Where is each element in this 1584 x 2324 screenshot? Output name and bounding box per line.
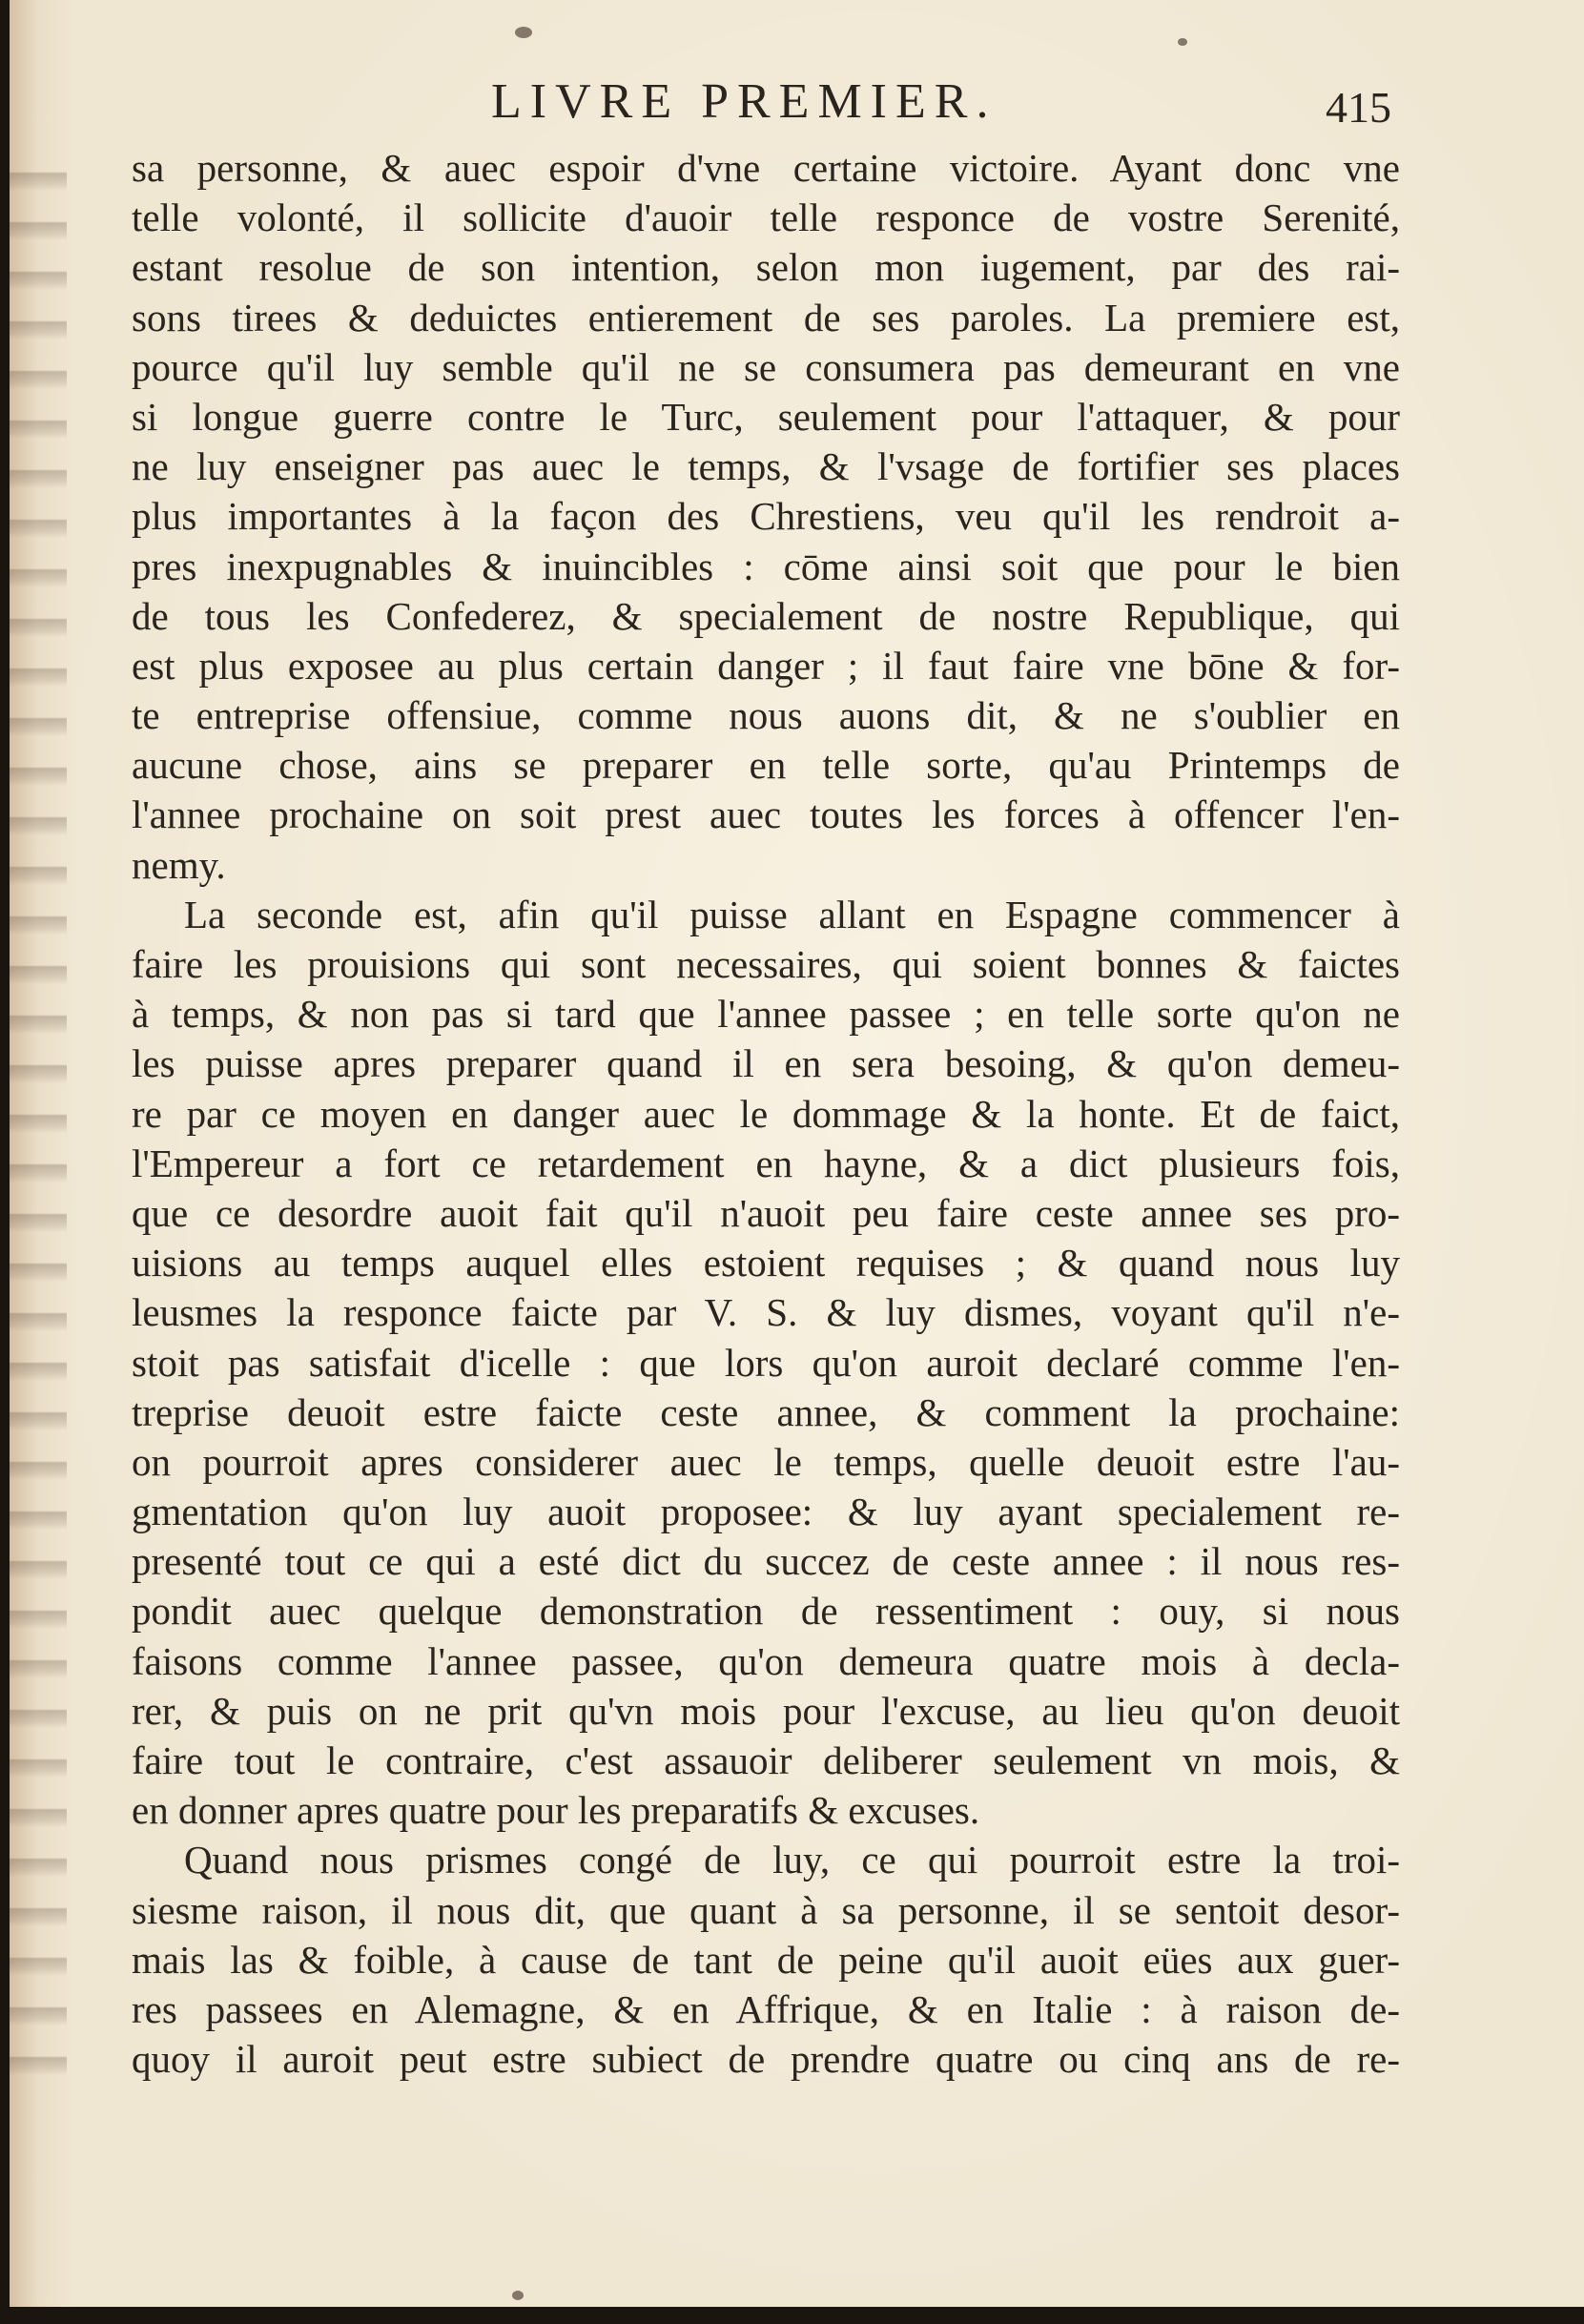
text-line: treprise deuoit estre faicte ceste annee, & comment la prochaine: — [132, 1389, 1400, 1434]
scan-edge — [10, 2307, 1584, 2324]
page-number: 415 — [1326, 83, 1391, 132]
text-line: quoy il auroit peut estre subiect de prendre quatre ou cinq ans de re- — [132, 2037, 1400, 2082]
text-line: pondit auec quelque demonstration de ressentiment : ouy, si nous — [132, 1589, 1400, 1634]
text-line: plus importantes à la façon des Chrestiens, veu qu'il les rendroit a- — [132, 494, 1400, 539]
text-line: Quand nous prismes congé de luy, ce qui pourroit estre la troi- — [184, 1838, 1400, 1882]
ink-blot — [1178, 38, 1187, 46]
text-line: aucune chose, ains se preparer en telle sorte, qu'au Printemps de — [132, 743, 1400, 788]
text-line: leusmes la responce faicte par V. S. & luy dismes, voyant qu'il n'e- — [132, 1290, 1400, 1335]
text-line: de tous les Confederez, & specialement de nostre Republique, qui — [132, 593, 1400, 638]
text-line: uisions au temps auquel elles estoient requises ; & quand nous luy — [132, 1241, 1400, 1285]
ink-blot — [512, 2291, 524, 2300]
text-line: on pourroit apres considerer auec le temps, quelle deuoit estre l'au- — [132, 1439, 1400, 1484]
text-line: nemy. — [132, 842, 226, 887]
page-header — [10, 69, 1584, 135]
paragraph-3 — [132, 1835, 1400, 2084]
text-line: sons tirees & deduictes entierement de ses paroles. La premiere est, — [132, 295, 1400, 339]
text-line: faire les prouisions qui sont necessaires, qui soient bonnes & faictes — [132, 942, 1400, 986]
ink-blot — [515, 27, 532, 38]
text-line: en donner apres quatre pour les preparatifs & excuses. — [132, 1788, 980, 1833]
text-line: mais las & foible, à cause de tant de peine qu'il auoit eües aux guer- — [132, 1937, 1400, 1982]
text-line: si longue guerre contre le Turc, seulement pour l'attaquer, & pour — [132, 394, 1400, 439]
text-line: que ce desordre auoit fait qu'il n'auoit peu faire ceste annee ses pro- — [132, 1190, 1400, 1235]
text-line: gmentation qu'on luy auoit proposee: & luy ayant specialement re- — [132, 1490, 1400, 1534]
text-line: res passees en Alemagne, & en Affrique, & en Italie : à raison de- — [132, 1986, 1400, 2031]
text-line: l'Empereur a fort ce retardement en hayne, & a dict plusieurs fois, — [132, 1141, 1400, 1185]
text-line: pource qu'il luy semble qu'il ne se consumera pas demeurant en vne — [132, 344, 1400, 389]
text-line: stoit pas satisfait d'icelle : que lors qu'on auroit declaré comme l'en- — [132, 1340, 1400, 1385]
text-line: La seconde est, afin qu'il puisse allant en Espagne commencer à — [184, 892, 1400, 936]
text-line: te entreprise offensiue, comme nous auons dit, & ne s'oublier en — [132, 693, 1400, 738]
text-line: est plus exposee au plus certain danger ; il faut faire vne bōne & for- — [132, 643, 1400, 688]
text-line: rer, & puis on ne prit qu'vn mois pour l'excuse, au lieu qu'on deuoit — [132, 1688, 1400, 1733]
text-line: faisons comme l'annee passee, qu'on demeura quatre mois à decla- — [132, 1638, 1400, 1683]
facing-page-bleed — [10, 143, 67, 2098]
text-line: estant resolue de son intention, selon mon iugement, par des rai- — [132, 245, 1400, 290]
paragraph-1 — [132, 143, 1400, 890]
text-line: faire tout le contraire, c'est assauoir deliberer seulement vn mois, & — [132, 1738, 1400, 1782]
text-line: pres inexpugnables & inuincibles : cōme ainsi soit que pour le bien — [132, 544, 1400, 588]
text-line: presenté tout ce qui a esté dict du succez de ceste annee : il nous res- — [132, 1539, 1400, 1584]
text-line: re par ce moyen en danger auec le dommage & la honte. Et de faict, — [132, 1091, 1400, 1136]
text-line: telle volonté, il sollicite d'auoir telle responce de vostre Serenité, — [132, 195, 1400, 240]
text-line: ne luy enseigner pas auec le temps, & l'vsage de fortifier ses places — [132, 444, 1400, 489]
text-line: sa personne, & auec espoir d'vne certaine victoire. Ayant donc vne — [132, 146, 1400, 190]
text-line: à temps, & non pas si tard que l'annee passee ; en telle sorte qu'on ne — [132, 992, 1400, 1037]
text-line: siesme raison, il nous dit, que quant à sa personne, il se sentoit desor- — [132, 1887, 1400, 1932]
body-text — [132, 143, 1400, 2084]
text-line: les puisse apres preparer quand il en sera besoing, & qu'on demeu- — [132, 1041, 1400, 1086]
paragraph-2 — [132, 890, 1400, 1836]
text-line: l'annee prochaine on soit prest auec toutes les forces à offencer l'en- — [132, 792, 1400, 837]
book-page — [10, 0, 1584, 2324]
running-title: LIVRE PREMIER. — [491, 74, 998, 129]
